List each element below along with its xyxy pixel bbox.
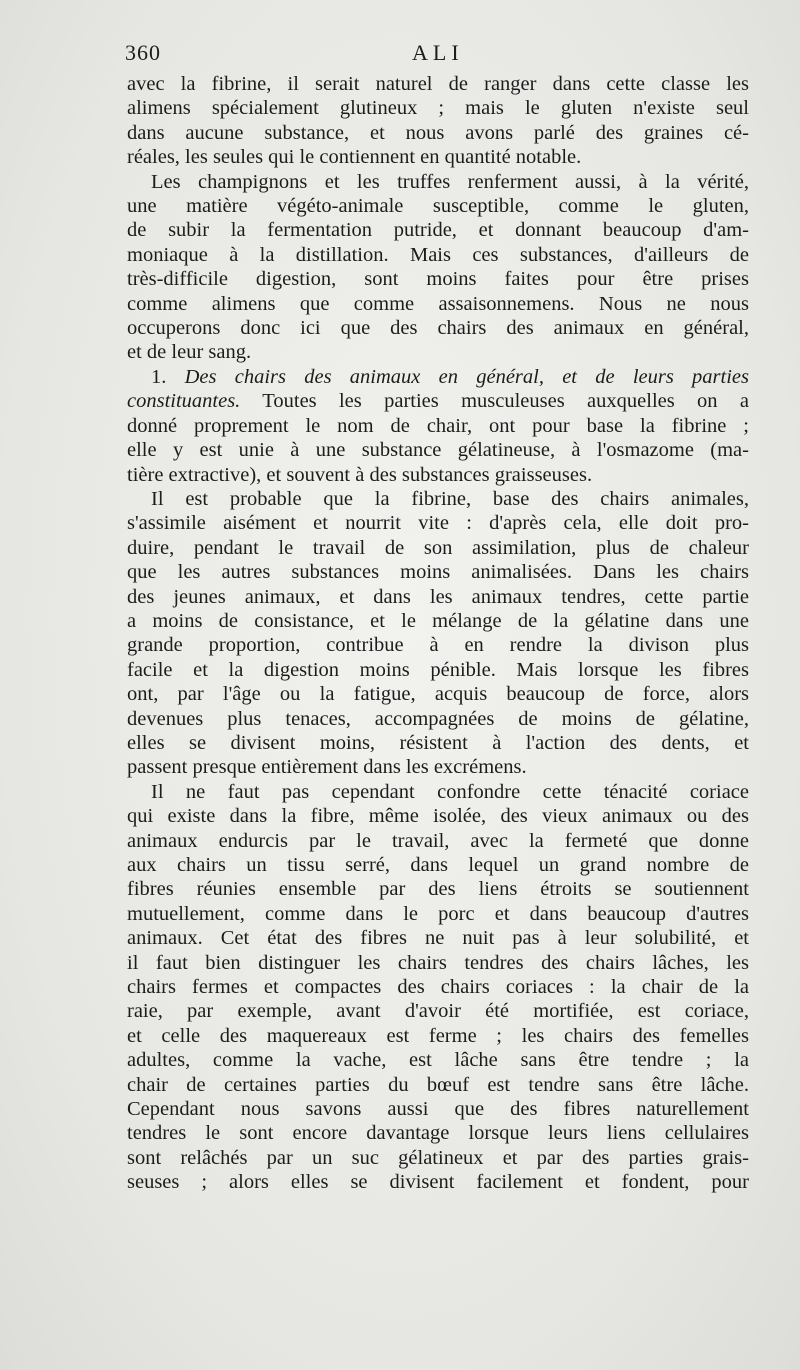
text-line: elles se divisent moins, résistent à l'action des dents, et — [127, 731, 749, 754]
text-line: Il est probable que la fibrine, base des chairs animales, — [151, 487, 749, 510]
section-title-part-2: constituantes. — [127, 390, 241, 413]
text-line: donné proprement le nom de chair, ont pour base la fibrine ; — [127, 414, 749, 437]
text-line: moniaque à la distillation. Mais ces substances, d'ailleurs de — [127, 243, 749, 266]
text-line: mutuellement, comme dans le porc et dans beaucoup d'autres — [127, 902, 749, 925]
text-line-section-heading — [127, 365, 749, 389]
text-run: Toutes les parties musculeuses auxquelles on a — [240, 390, 749, 413]
text-line: que les autres substances moins animalisées. Dans les chairs — [127, 561, 749, 584]
text-line: a moins de consistance, et le mélange de la gélatine dans une — [127, 609, 749, 632]
text-line: Il ne faut pas cependant confondre cette ténacité coriace — [151, 780, 749, 803]
text-line: elle y est unie à une substance gélatineuse, à l'osmazome (ma- — [127, 439, 749, 462]
text-line: adultes, comme la vache, est lâche sans être tendre ; la — [127, 1049, 749, 1072]
text-line: duire, pendant le travail de son assimilation, plus de chaleur — [127, 536, 749, 559]
text-line: fibres réunies ensemble par des liens étroits se soutiennent — [127, 878, 749, 901]
section-title-part-1: Des chairs des animaux en général, et de leurs parties — [184, 365, 749, 388]
text-line: tière extractive), et souvent à des substances graisseuses. — [127, 463, 593, 486]
text-line: très-difficile digestion, sont moins faites pour être prises — [127, 268, 749, 291]
text-line: alimens spécialement glutineux ; mais le gluten n'existe seul — [127, 97, 749, 120]
text-line: réales, les seules qui le contiennent en quantité notable. — [127, 146, 582, 169]
text-line: grande proportion, contribue à en rendre la divison plus — [127, 634, 749, 657]
text-line: et celle des maquereaux est ferme ; les chairs des femelles — [127, 1024, 749, 1047]
text-line: devenues plus tenaces, accompagnées de moins de gélatine, — [127, 707, 749, 730]
page-header — [125, 40, 750, 70]
text-line: avec la fibrine, il serait naturel de ranger dans cette classe les — [127, 73, 749, 95]
text-line: de subir la fermentation putride, et donnant beaucoup d'am- — [127, 219, 749, 242]
text-line — [127, 389, 749, 413]
text-line: tendres le sont encore davantage lorsque leurs liens cellulaires — [127, 1122, 749, 1145]
text-line: une matière végéto-animale susceptible, comme le gluten, — [127, 195, 749, 218]
page-number: 360 — [125, 40, 161, 65]
running-head: ALI — [412, 40, 464, 65]
text-line: il faut bien distinguer les chairs tendres des chairs lâches, les — [127, 951, 749, 974]
text-line: Cependant nous savons aussi que des fibres naturellement — [127, 1098, 749, 1121]
text-line: facile et la digestion moins pénible. Mais lorsque les fibres — [127, 658, 749, 681]
text-line: qui existe dans la fibre, même isolée, des vieux animaux ou des — [127, 805, 749, 828]
text-line: comme alimens que comme assaisonnemens. Nous ne nous — [127, 292, 749, 315]
text-line: occuperons donc ici que des chairs des animaux en général, — [127, 317, 749, 340]
text-line: ont, par l'âge ou la fatigue, acquis beaucoup de force, alors — [127, 683, 749, 706]
text-line: animaux endurcis par le travail, avec la fermeté que donne — [127, 829, 749, 852]
text-line: chairs fermes et compactes des chairs coriaces : la chair de la — [127, 976, 749, 999]
text-line: et de leur sang. — [127, 341, 252, 364]
text-line: chair de certaines parties du bœuf est tendre sans être lâche. — [127, 1073, 749, 1096]
text-line: aux chairs un tissu serré, dans lequel un grand nombre de — [127, 854, 749, 876]
body-text — [127, 72, 749, 1195]
text-line: passent presque entièrement dans les excrémens. — [127, 756, 527, 779]
section-number: 1. — [151, 365, 185, 388]
text-line: animaux. Cet état des fibres ne nuit pas à leur solubilité, et — [127, 927, 749, 950]
text-line: sont relâchés par un suc gélatineux et par des parties grais- — [127, 1146, 749, 1169]
text-line: Les champignons et les truffes renferment aussi, à la vérité, — [151, 170, 749, 193]
text-line: dans aucune substance, et nous avons parlé des graines cé- — [127, 121, 749, 144]
text-line: des jeunes animaux, et dans les animaux tendres, cette partie — [127, 585, 749, 608]
text-line: raie, par exemple, avant d'avoir été mortifiée, est coriace, — [127, 1000, 749, 1023]
text-line: seuses ; alors elles se divisent facilement et fondent, pour — [127, 1171, 749, 1194]
text-line: s'assimile aisément et nourrit vite : d'après cela, elle doit pro- — [127, 512, 749, 535]
